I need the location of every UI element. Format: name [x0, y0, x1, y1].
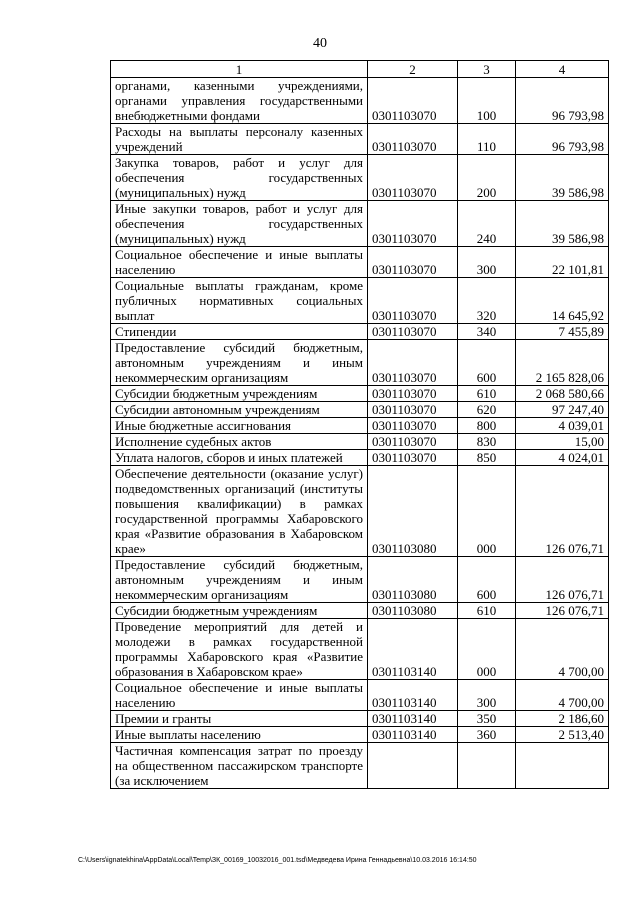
row-description: Социальные выплаты гражданам, кроме публичных нормативных социальных выплат [111, 278, 368, 324]
row-type: 360 [458, 727, 516, 743]
row-code: 0301103140 [368, 619, 458, 680]
row-amount: 96 793,98 [516, 78, 609, 124]
row-amount: 7 455,89 [516, 324, 609, 340]
row-code: 0301103080 [368, 466, 458, 557]
row-code: 0301103140 [368, 711, 458, 727]
row-description: Иные бюджетные ассигнования [111, 418, 368, 434]
row-description: Расходы на выплаты персоналу казенных учреждений [111, 124, 368, 155]
table-row [111, 324, 609, 340]
row-amount: 4 024,01 [516, 450, 609, 466]
row-amount: 14 645,92 [516, 278, 609, 324]
row-code: 0301103070 [368, 124, 458, 155]
row-code [368, 743, 458, 789]
budget-table [110, 60, 609, 789]
row-description: Иные выплаты населению [111, 727, 368, 743]
column-header-2: 2 [368, 61, 458, 78]
table-row [111, 402, 609, 418]
row-amount: 2 513,40 [516, 727, 609, 743]
row-code: 0301103070 [368, 386, 458, 402]
table-body [111, 78, 609, 789]
table-row [111, 386, 609, 402]
row-description: Проведение мероприятий для детей и молодежи в рамках государственной программы Хабаровского края «Развитие образования в Хабаровском крае» [111, 619, 368, 680]
row-description: Иные закупки товаров, работ и услуг для обеспечения государственных (муниципальных) нужд [111, 201, 368, 247]
row-type [458, 743, 516, 789]
row-amount: 97 247,40 [516, 402, 609, 418]
row-code: 0301103140 [368, 727, 458, 743]
row-code: 0301103070 [368, 418, 458, 434]
column-header-4: 4 [516, 61, 609, 78]
row-code: 0301103070 [368, 450, 458, 466]
row-type: 610 [458, 603, 516, 619]
row-type: 200 [458, 155, 516, 201]
row-code: 0301103070 [368, 324, 458, 340]
row-type: 850 [458, 450, 516, 466]
row-code: 0301103070 [368, 434, 458, 450]
column-header-3: 3 [458, 61, 516, 78]
column-header-1: 1 [111, 61, 368, 78]
row-code: 0301103070 [368, 402, 458, 418]
row-type: 000 [458, 466, 516, 557]
table-row [111, 124, 609, 155]
row-type: 600 [458, 340, 516, 386]
table-row [111, 155, 609, 201]
row-code: 0301103080 [368, 557, 458, 603]
row-amount: 4 039,01 [516, 418, 609, 434]
row-amount: 2 165 828,06 [516, 340, 609, 386]
row-amount: 126 076,71 [516, 603, 609, 619]
table-row [111, 557, 609, 603]
table-row [111, 434, 609, 450]
footer-file-path: C:\Users\ignatekhina\AppData\Local\Temp\ЗК_00169_10032016_001.tsd\Медведева Ирина Геннадьевна\10.03.2016 16:14:50 [78, 857, 477, 864]
row-code: 0301103070 [368, 155, 458, 201]
row-code: 0301103070 [368, 78, 458, 124]
row-description: Закупка товаров, работ и услуг для обеспечения государственных (муниципальных) нужд [111, 155, 368, 201]
row-description: Исполнение судебных актов [111, 434, 368, 450]
table-row [111, 418, 609, 434]
row-description: Предоставление субсидий бюджетным, автономным учреждениям и иным некоммерческим организациям [111, 340, 368, 386]
row-type: 320 [458, 278, 516, 324]
row-description: Предоставление субсидий бюджетным, автономным учреждениям и иным некоммерческим организациям [111, 557, 368, 603]
row-description: Субсидии автономным учреждениям [111, 402, 368, 418]
row-description: Уплата налогов, сборов и иных платежей [111, 450, 368, 466]
row-type: 340 [458, 324, 516, 340]
row-type: 110 [458, 124, 516, 155]
row-code: 0301103070 [368, 201, 458, 247]
row-type: 300 [458, 247, 516, 278]
row-description: Премии и гранты [111, 711, 368, 727]
page-number: 40 [313, 36, 327, 51]
row-amount: 96 793,98 [516, 124, 609, 155]
row-type: 000 [458, 619, 516, 680]
row-description: Субсидии бюджетным учреждениям [111, 386, 368, 402]
row-amount [516, 743, 609, 789]
row-description: Стипендии [111, 324, 368, 340]
table-row [111, 619, 609, 680]
table-row [111, 340, 609, 386]
row-type: 240 [458, 201, 516, 247]
row-amount: 126 076,71 [516, 466, 609, 557]
row-amount: 2 186,60 [516, 711, 609, 727]
table-row [111, 278, 609, 324]
row-code: 0301103070 [368, 340, 458, 386]
row-type: 620 [458, 402, 516, 418]
row-description: органами, казенными учреждениями, органами управления государственными внебюджетными фондами [111, 78, 368, 124]
row-amount: 4 700,00 [516, 619, 609, 680]
row-code: 0301103080 [368, 603, 458, 619]
row-type: 600 [458, 557, 516, 603]
row-type: 350 [458, 711, 516, 727]
table-row [111, 743, 609, 789]
table-row [111, 727, 609, 743]
table-row [111, 466, 609, 557]
row-code: 0301103140 [368, 680, 458, 711]
table-row [111, 201, 609, 247]
row-type: 300 [458, 680, 516, 711]
row-type: 610 [458, 386, 516, 402]
row-description: Социальное обеспечение и иные выплаты населению [111, 680, 368, 711]
row-type: 100 [458, 78, 516, 124]
row-amount: 39 586,98 [516, 201, 609, 247]
row-code: 0301103070 [368, 247, 458, 278]
row-amount: 15,00 [516, 434, 609, 450]
row-description: Субсидии бюджетным учреждениям [111, 603, 368, 619]
row-amount: 4 700,00 [516, 680, 609, 711]
row-amount: 22 101,81 [516, 247, 609, 278]
row-amount: 126 076,71 [516, 557, 609, 603]
row-description: Социальное обеспечение и иные выплаты населению [111, 247, 368, 278]
row-type: 800 [458, 418, 516, 434]
row-description: Обеспечение деятельности (оказание услуг) подведомственных организаций (институты повышения квалификации) в рамках государственной программы Хабаровского края «Развитие образования в Хабаровском крае» [111, 466, 368, 557]
table-row [111, 680, 609, 711]
table-row [111, 78, 609, 124]
table-row [111, 711, 609, 727]
table-header-row [111, 61, 609, 78]
table-row [111, 247, 609, 278]
row-amount: 39 586,98 [516, 155, 609, 201]
row-amount: 2 068 580,66 [516, 386, 609, 402]
table-row [111, 450, 609, 466]
table-row [111, 603, 609, 619]
row-description: Частичная компенсация затрат по проезду на общественном пассажирском транспорте (за исключением [111, 743, 368, 789]
row-type: 830 [458, 434, 516, 450]
row-code: 0301103070 [368, 278, 458, 324]
